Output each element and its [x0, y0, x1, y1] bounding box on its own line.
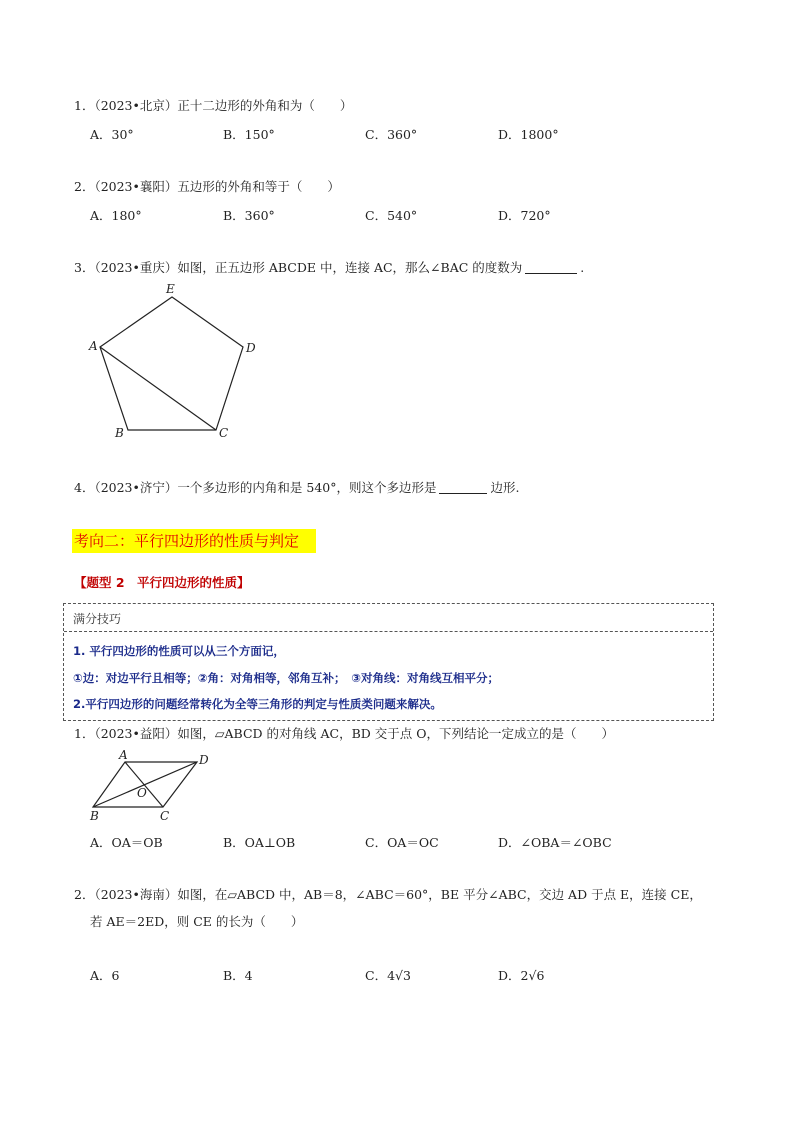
parallelogram-question-1-options [90, 833, 730, 851]
parallelogram-label-c: C [160, 809, 170, 823]
pentagon-label-a: A [89, 339, 98, 353]
q4-text-before: 4．（2023•济宁）一个多边形的内角和是 540°，则这个多边形是 [74, 480, 437, 495]
q1-option-d[interactable]: D．1800° [498, 127, 559, 142]
parallelogram-question-2-line-2: 若 AE＝2ED，则 CE 的长为（ ） [90, 914, 304, 929]
p2-option-c[interactable]: C．4√3 [365, 968, 411, 983]
tips-line-3: 2.平行四边形的问题经常转化为全等三角形的判定与性质类问题来解决。 [73, 697, 442, 711]
q2-option-d[interactable]: D．720° [498, 208, 551, 223]
p2-option-a[interactable]: A．6 [90, 968, 120, 983]
tips-line-1: 1. 平行四边形的性质可以从三个方面记， [73, 644, 285, 658]
q3-text-before: 3．（2023•重庆）如图，正五边形 ABCDE 中，连接 AC，那么∠BAC 的度数为 [74, 260, 523, 275]
p1-option-a[interactable]: A．OA＝OB [90, 835, 163, 850]
question-1-text: 1．（2023•北京）正十二边形的外角和为（ ） [74, 98, 353, 113]
p1-option-c[interactable]: C．OA＝OC [365, 835, 439, 850]
parallelogram-question-2-options [90, 966, 730, 984]
p1-option-b[interactable]: B．OA⊥OB [223, 835, 296, 850]
p1-option-d[interactable]: D．∠OBA＝∠OBC [498, 835, 612, 850]
q2-option-a[interactable]: A．180° [90, 208, 142, 223]
parallelogram-label-o: O [137, 786, 147, 800]
question-2-text: 2．（2023•襄阳）五边形的外角和等于（ ） [74, 179, 340, 194]
q1-option-b[interactable]: B．150° [223, 127, 275, 142]
pentagon-label-c: C [219, 426, 229, 440]
q2-option-b[interactable]: B．360° [223, 208, 275, 223]
parallelogram-question-2-line-1: 2．（2023•海南）如图，在▱ABCD 中，AB＝8，∠ABC＝60°，BE 平分∠ABC，交边 AD 于点 E，连接 CE， [74, 887, 702, 902]
q1-option-c[interactable]: C．360° [365, 127, 418, 142]
q4-text-after: 边形. [490, 480, 520, 495]
pentagon-label-d: D [246, 341, 256, 355]
q1-option-a[interactable]: A．30° [90, 127, 134, 142]
p2-option-b[interactable]: B．4 [223, 968, 253, 983]
parallelogram-label-d: D [199, 753, 209, 767]
q3-text-after: . [580, 260, 585, 275]
parallelogram-label-a: A [119, 748, 128, 762]
pentagon-label-b: B [115, 426, 124, 440]
pentagon-label-e: E [166, 282, 175, 296]
p2-option-d[interactable]: D．2√6 [498, 968, 545, 983]
q2-option-c[interactable]: C．540° [365, 208, 418, 223]
tips-line-2: ①边：对边平行且相等；②角：对角相等，邻角互补； ③对角线：对角线互相平分； [73, 671, 499, 685]
section-title: 考向二：平行四边形的性质与判定 [72, 529, 316, 553]
question-type-title: 【题型 2 平行四边形的性质】 [74, 575, 250, 590]
parallelogram-question-1-text: 1．（2023•益阳）如图，▱ABCD 的对角线 AC，BD 交于点 O，下列结论一定成立的是（ ） [74, 726, 614, 741]
tips-header: 满分技巧 [73, 612, 122, 626]
parallelogram-label-b: B [90, 809, 99, 823]
